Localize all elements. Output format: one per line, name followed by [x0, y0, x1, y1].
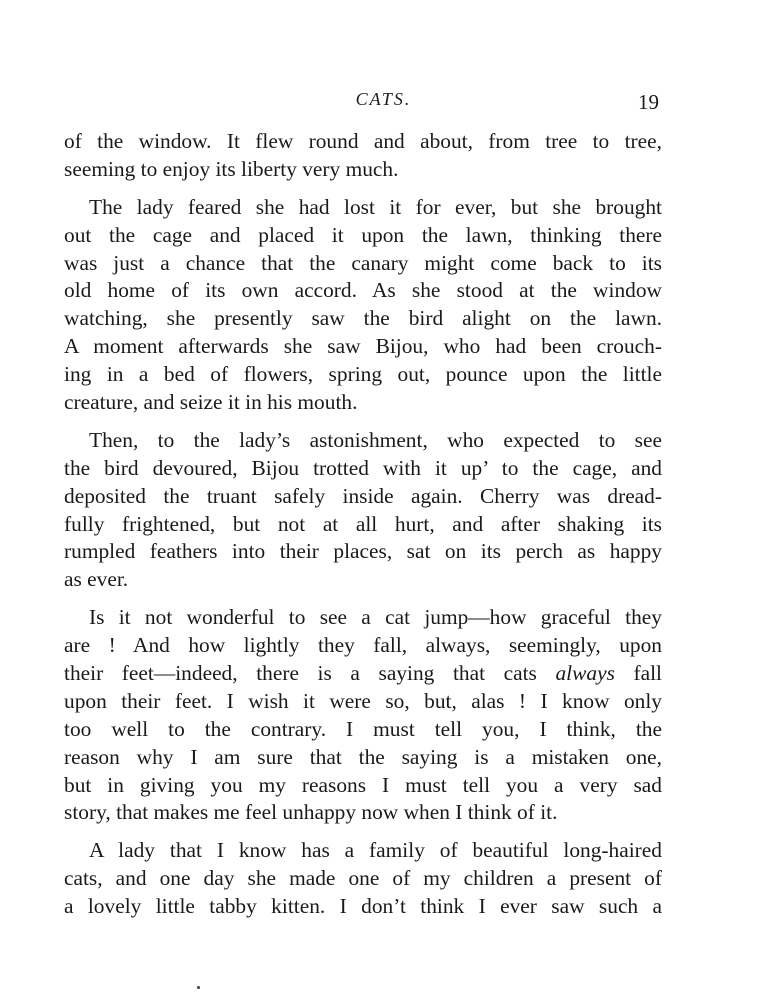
- text-line: are ! And how lightly they fall, always, seemingly, upon: [64, 633, 662, 658]
- text-line: cats, and one day she made one of my children a present of: [64, 866, 662, 891]
- text-line: upon their feet. I wish it were so, but, alas ! I know only: [64, 688, 662, 713]
- text-line: was just a chance that the canary might come back to its: [64, 250, 662, 275]
- text-line: seeming to enjoy its liberty very much.: [64, 156, 399, 181]
- text-line: reason why I am sure that the saying is a mistaken one,: [64, 744, 662, 769]
- text-line: story, that makes me feel unhappy now when I think of it.: [64, 800, 558, 825]
- text-line: of the window. It flew round and about, from tree to tree,: [64, 129, 662, 153]
- print-speck: [197, 986, 200, 989]
- text-line: old home of its own accord. As she stood at the window: [64, 278, 662, 303]
- page-header: [0, 86, 767, 116]
- text-line: A lady that I know has a family of beautiful long-haired: [89, 838, 662, 863]
- text-line: too well to the contrary. I must tell you, I think, the: [64, 716, 662, 741]
- emphasis: always: [555, 661, 615, 686]
- paragraph: [64, 427, 662, 594]
- text-line: out the cage and placed it upon the lawn, thinking there: [64, 222, 662, 247]
- paragraph: [64, 604, 662, 827]
- text-line: a lovely little tabby kitten. I don’t think I ever saw such a: [64, 894, 662, 919]
- text-line: the bird devoured, Bijou trotted with it up’ to the cage, and: [64, 455, 662, 480]
- text-line: A moment afterwards she saw Bijou, who had been crouch-: [64, 334, 662, 359]
- text-line: Then, to the lady’s astonishment, who expected to see: [89, 427, 662, 452]
- text-line: Is it not wonderful to see a cat jump—how graceful they: [89, 605, 662, 630]
- paragraph: [64, 128, 662, 184]
- text-line: creature, and seize it in his mouth.: [64, 390, 358, 415]
- text-line: deposited the truant safely inside again. Cherry was dread-: [64, 483, 662, 508]
- text-line: their feet—indeed, there is a saying that cats always fall: [64, 661, 662, 686]
- paragraph: [64, 837, 662, 921]
- text-line: The lady feared she had lost it for ever, but she brought: [89, 194, 662, 219]
- text-line: watching, she presently saw the bird alight on the lawn.: [64, 306, 662, 331]
- page-number: 19: [638, 90, 659, 114]
- body-text: [64, 128, 662, 921]
- text-line: as ever.: [64, 567, 129, 592]
- text-line: but in giving you my reasons I must tell you a very sad: [64, 772, 662, 797]
- running-title: CATS.: [355, 89, 412, 109]
- text-line: fully frightened, but not at all hurt, and after shaking its: [64, 511, 662, 536]
- text-line: rumpled feathers into their places, sat on its perch as happy: [64, 539, 662, 564]
- paragraph: [64, 194, 662, 417]
- text-line: ing in a bed of flowers, spring out, pounce upon the little: [64, 362, 662, 387]
